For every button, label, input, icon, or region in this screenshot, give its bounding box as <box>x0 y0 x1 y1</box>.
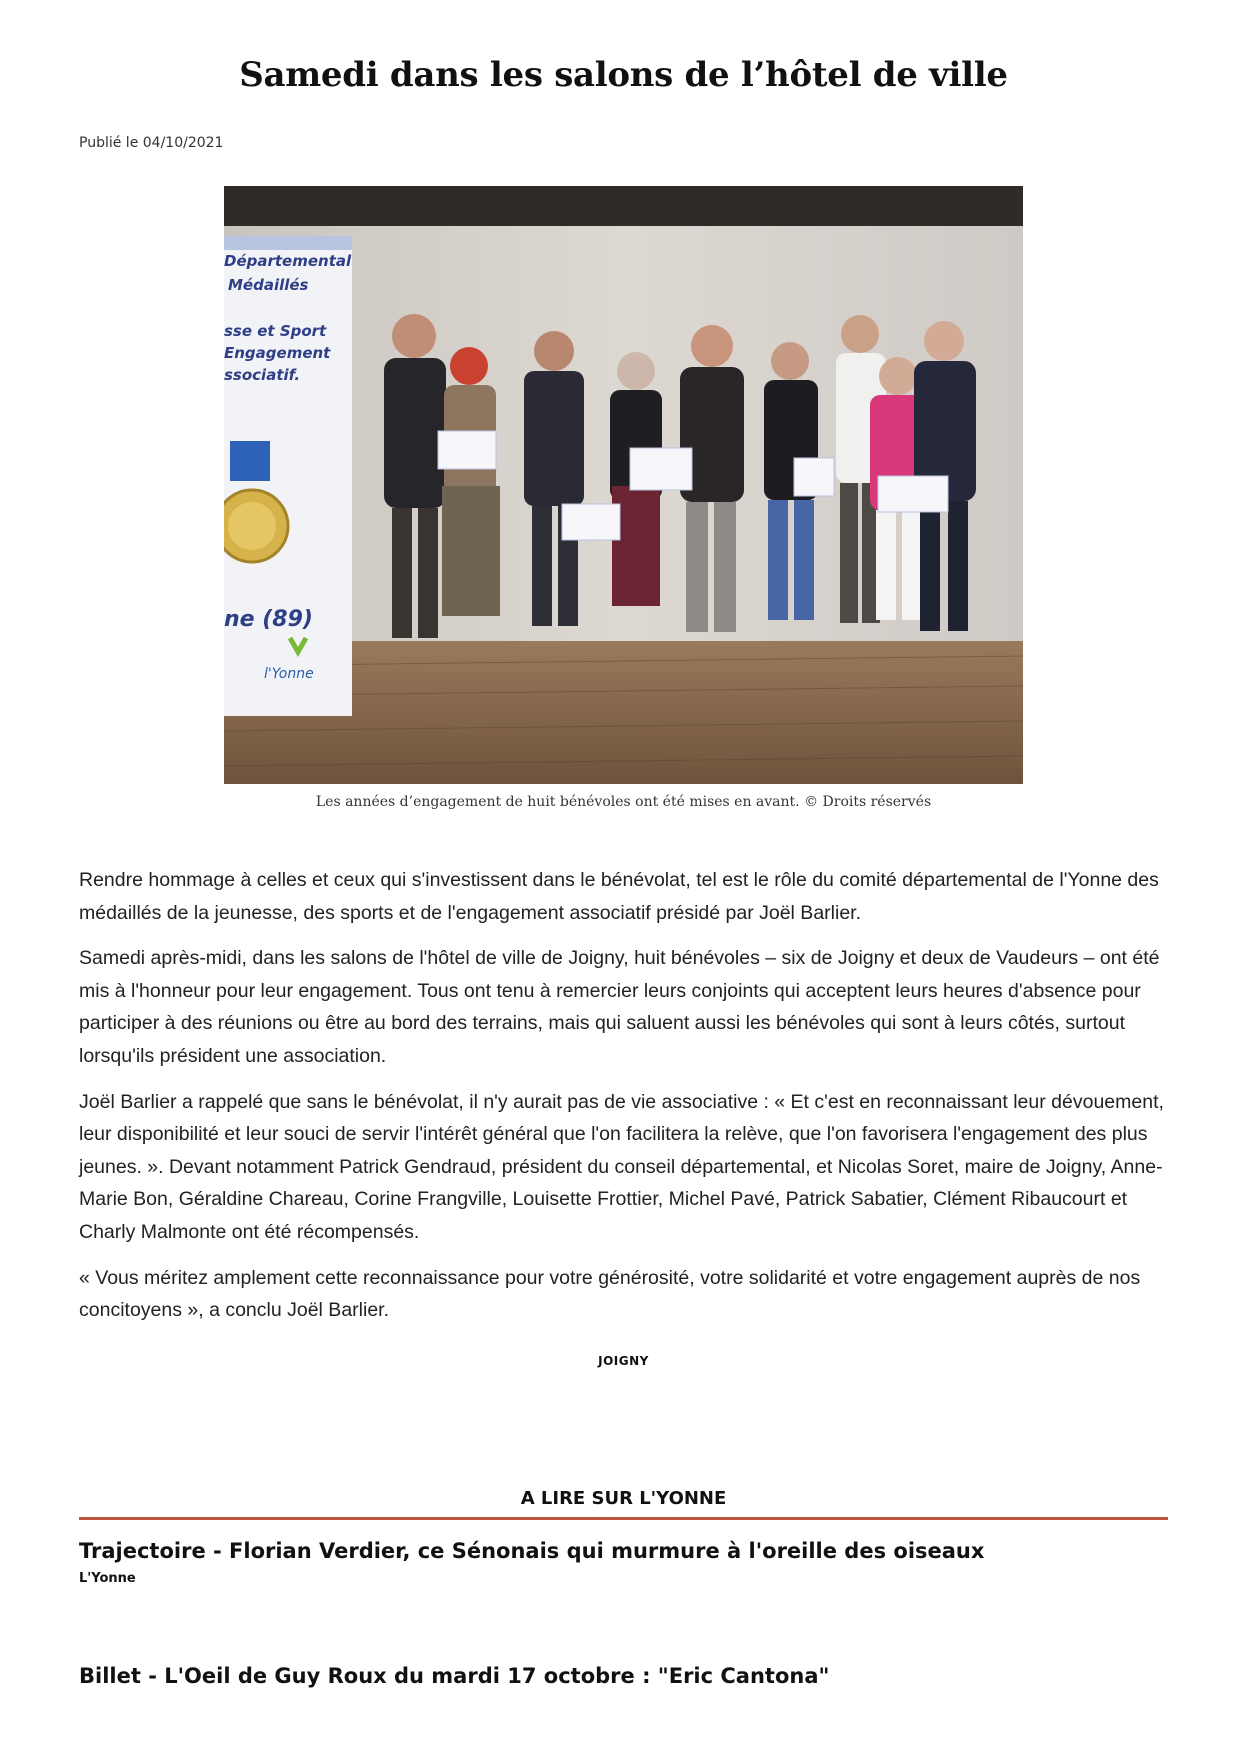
banner-line-6: ne (89) <box>224 607 313 632</box>
publication-date: Publié le 04/10/2021 <box>79 135 224 151</box>
banner-line-2: Médaillés <box>228 276 309 294</box>
article-paragraph-4: « Vous méritez amplement cette reconnaissance pour votre générosité, votre solidarité et votre engagement auprès de nos concitoyens », a conclu Joël Barlier. <box>79 1266 1141 1322</box>
group-photo-illustration <box>224 186 1023 784</box>
related-item-title[interactable]: Billet - L'Oeil de Guy Roux du mardi 17 octobre : "Eric Cantona" <box>79 1664 830 1688</box>
article-body <box>79 864 1168 1340</box>
location-tag[interactable]: JOIGNY <box>598 1354 649 1368</box>
article-paragraph-1: Rendre hommage à celles et ceux qui s'investissent dans le bénévolat, tel est le rôle du comité départemental de l'Yonne des médaillés de la jeunesse, des sports et de l'engagement associatif présidé par Joël Barlier. <box>79 869 1159 924</box>
article-paragraph-2: Samedi après-midi, dans les salons de l'hôtel de ville de Joigny, huit bénévoles – six de Joigny et deux de Vaudeurs – ont été mis à l'honneur pour leur engagement. Tous ont tenu à remercier leurs conjoints qui acceptent leurs heures d'absence pour participer à des réunions ou être au bord des terrains, mais qui saluent aussi les bénévoles qui sont à leurs côtés, surtout lorsqu'ils président une association. <box>79 947 1160 1067</box>
related-section-title: A LIRE SUR L'YONNE <box>520 1488 727 1509</box>
related-item-1[interactable] <box>79 1539 1168 1586</box>
banner-yonne-logo: l'Yonne <box>264 666 314 682</box>
medal-ribbon-icon <box>230 441 270 481</box>
article-photo <box>224 186 1023 784</box>
related-item-title[interactable]: Trajectoire - Florian Verdier, ce Sénonais qui murmure à l'oreille des oiseaux <box>79 1539 985 1563</box>
banner-line-5: ssociatif. <box>224 366 301 384</box>
banner-line-3: sse et Sport <box>224 322 327 340</box>
related-item-2[interactable] <box>79 1664 1168 1688</box>
article-paragraph-3: Joël Barlier a rappelé que sans le bénévolat, il n'y aurait pas de vie associative : « Et c'est en reconnaissant leur dévouement, leur disponibilité et leur souci de servir l'intérêt général que l'on facilitera la relève, que l'on favorisera l'engagement des plus jeunes. ». Devant notamment Patrick Gendraud, président du conseil départemental, et Nicolas Soret, maire de Joigny, Anne-Marie Bon, Géraldine Chareau, Corine Frangville, Louisette Frottier, Michel Pavé, Patrick Sabatier, Clément Ribaucourt et Charly Malmonte ont été récompensés. <box>79 1090 1164 1243</box>
banner-line-4: Engagement <box>224 344 331 362</box>
related-item-source: L'Yonne <box>79 1571 136 1586</box>
section-divider <box>79 1517 1168 1520</box>
photo-caption: Les années d’engagement de huit bénévoles ont été mises en avant. © Droits réservés <box>315 794 932 810</box>
article-title: Samedi dans les salons de l’hôtel de ville <box>239 55 1008 95</box>
banner-line-1: Départemental <box>224 252 352 270</box>
